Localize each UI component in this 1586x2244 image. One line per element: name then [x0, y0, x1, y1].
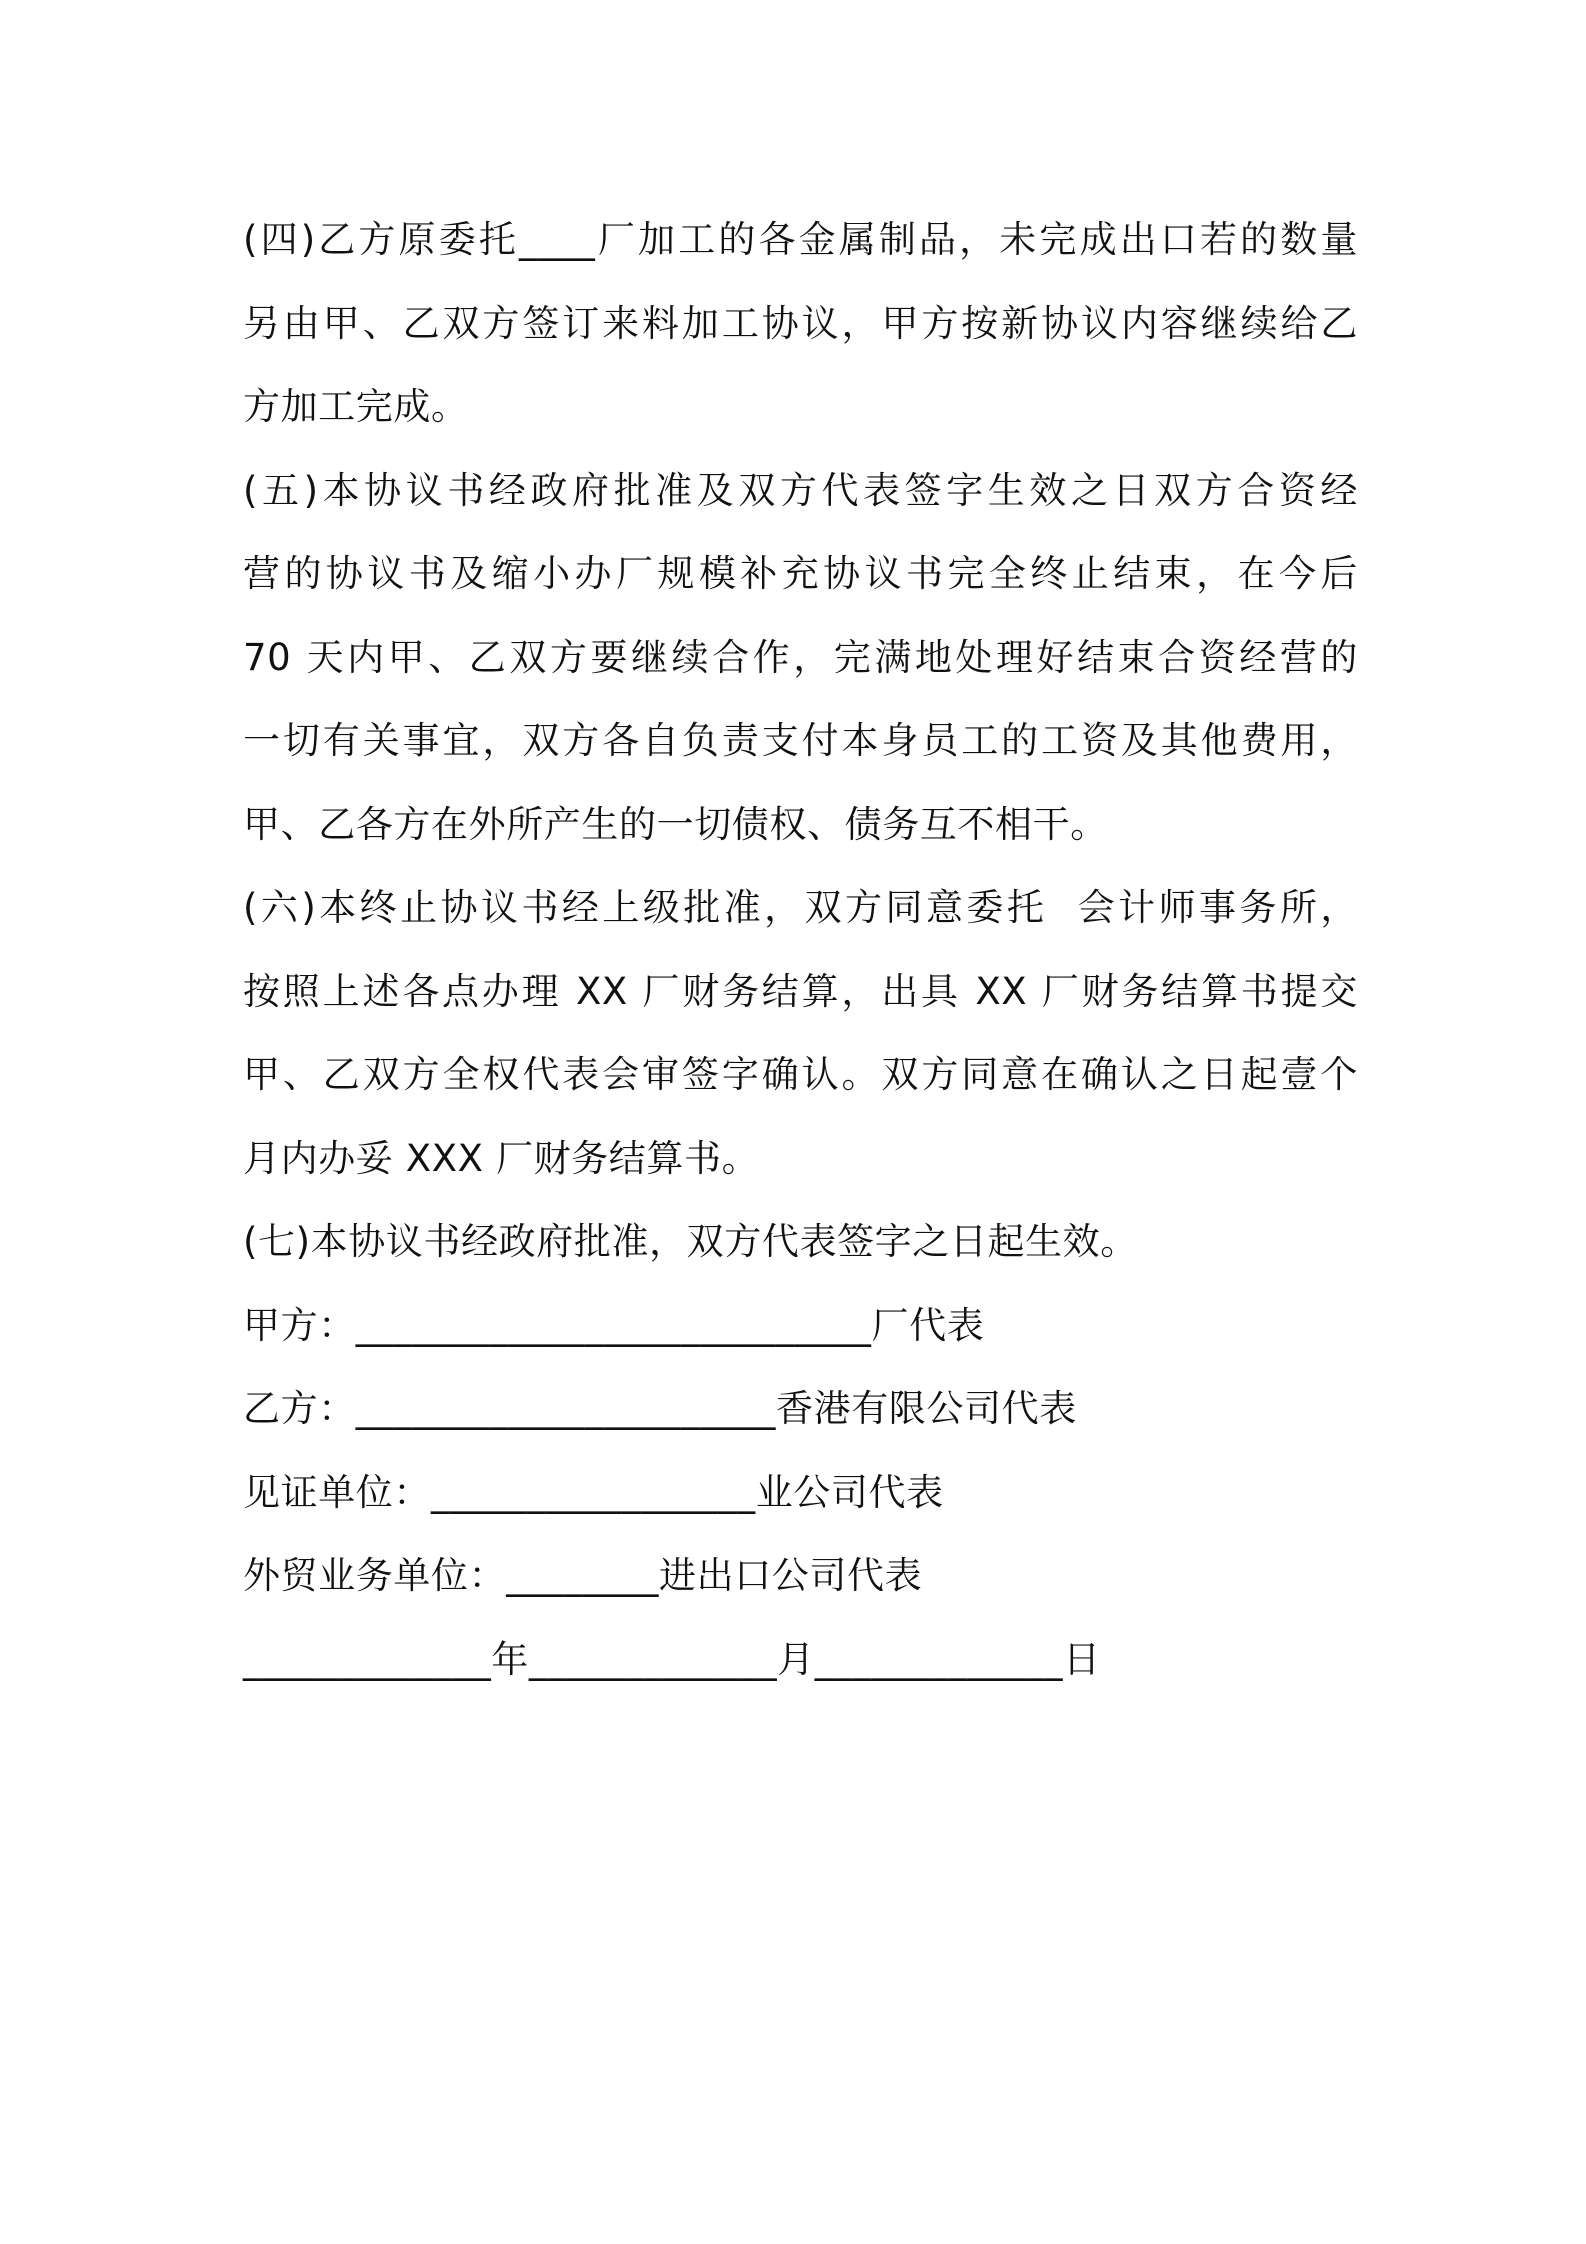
- clause-6-line-2: 按照上述各点办理 XX 厂财务结算，出具 XX 厂财务结算书提交: [243, 969, 1358, 1013]
- witness-signature-line: 见证单位：_________________业公司代表: [243, 1470, 944, 1514]
- clause-5: [243, 449, 1358, 867]
- clause-5-line-1: (五)本协议书经政府批准及双方代表签字生效之日双方合资经: [243, 468, 1358, 512]
- clause-5-line-4: 一切有关事宜，双方各自负责支付本身员工的工资及其他费用，: [243, 719, 1358, 762]
- clause-4-line-3: 方加工完成。: [243, 385, 469, 428]
- clause-4-line-1: (四)乙方原委托____厂加工的各金属制品，未完成出口若的数量: [243, 218, 1358, 261]
- clause-6-line-3: 甲、乙双方全权代表会审签字确认。双方同意在确认之日起壹个: [243, 1053, 1358, 1096]
- clause-5-line-5: 甲、乙各方在外所产生的一切债权、债务互不相干。: [243, 802, 1108, 846]
- trade-unit-signature-line: 外贸业务单位：________进出口公司代表: [243, 1554, 923, 1597]
- document-body: [243, 198, 1358, 1701]
- clause-6: [243, 866, 1358, 1200]
- clause-5-line-2: 营的协议书及缩小办厂规模补充协议书完全终止结束，在今后: [243, 552, 1358, 595]
- party-b-signature-line: 乙方：______________________香港有限公司代表: [243, 1387, 1077, 1430]
- date-line: _____________年_____________月_____________日: [243, 1637, 1101, 1681]
- clause-6-line-1: (六)本终止协议书经上级批准，双方同意委托 会计师事务所，: [243, 886, 1358, 929]
- clause-7-line-1: (七)本协议书经政府批准，双方代表签字之日起生效。: [243, 1220, 1138, 1263]
- clause-6-line-4: 月内办妥 XXX 厂财务结算书。: [243, 1136, 760, 1180]
- clause-5-line-3: 70 天内甲、乙双方要继续合作，完满地处理好结束合资经营的: [243, 635, 1358, 679]
- clause-4: [243, 198, 1358, 449]
- signature-block: [243, 1284, 1358, 1702]
- clause-4-line-2: 另由甲、乙双方签订来料加工协议，甲方按新协议内容继续给乙: [243, 301, 1358, 345]
- party-a-signature-line: 甲方：___________________________厂代表: [243, 1303, 985, 1347]
- clause-7: [243, 1200, 1358, 1284]
